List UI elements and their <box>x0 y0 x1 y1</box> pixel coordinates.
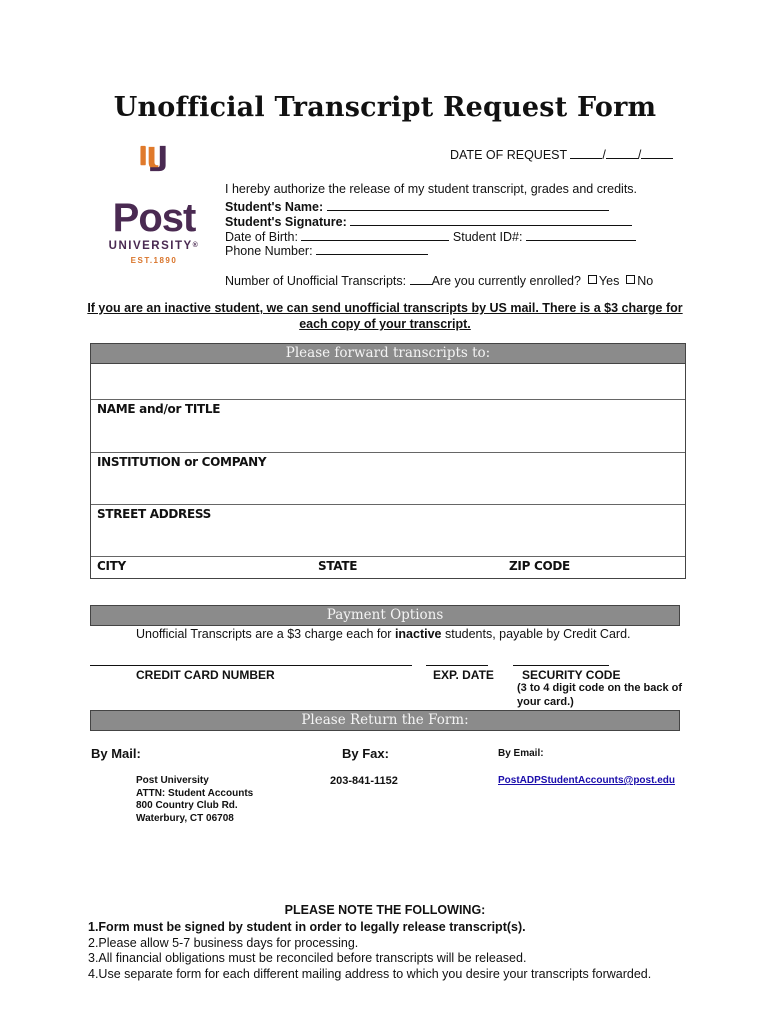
note-item: 4.Use separate form for each different mailing address to which you desire your transcripts forwarded. <box>88 966 652 981</box>
state-label: STATE <box>318 559 358 573</box>
date-year-field[interactable] <box>641 146 673 159</box>
email-link[interactable]: PostADPStudentAccounts@post.edu <box>498 775 675 786</box>
phone-row: Phone Number: <box>225 242 428 258</box>
transcripts-row: Number of Unofficial Transcripts: Are you currently enrolled? Yes No <box>225 274 654 288</box>
inactive-student-notice: If you are an inactive student, we can send unofficial transcripts by US mail. There is a $3 charge for each copy of your transcript. <box>87 301 683 331</box>
student-signature-field[interactable] <box>350 213 632 226</box>
security-code-field[interactable] <box>513 665 609 666</box>
student-name-row: Student's Name: <box>225 198 609 214</box>
payment-section-header: Payment Options <box>90 605 680 626</box>
institution-label: INSTITUTION or COMPANY <box>97 455 267 469</box>
city-label: CITY <box>97 559 126 573</box>
address-line: Post University <box>136 775 209 786</box>
credit-card-number-label: CREDIT CARD NUMBER <box>136 668 275 682</box>
authorization-statement: I hereby authorize the release of my student transcript, grades and credits. <box>225 182 638 196</box>
notes-list <box>88 920 651 982</box>
date-day-field[interactable] <box>606 146 638 159</box>
street-address-label: STREET ADDRESS <box>97 507 212 521</box>
post-university-logo <box>98 144 210 204</box>
student-signature-row: Student's Signature: <box>225 213 632 229</box>
address-line: 800 Country Club Rd. <box>136 800 238 811</box>
by-email-label: By Email: <box>498 748 544 759</box>
logo-established: EST.1890 <box>130 256 178 265</box>
payment-description: Unofficial Transcripts are a $3 charge each for inactive students, payable by Credit Card. <box>136 627 631 641</box>
note-item: 1.Form must be signed by student in order to legally release transcript(s). <box>88 920 526 934</box>
logo-wordmark: Post <box>112 196 196 240</box>
date-month-field[interactable] <box>570 146 602 159</box>
dob-field[interactable] <box>301 228 449 241</box>
credit-card-number-field[interactable] <box>90 665 412 666</box>
student-id-field[interactable] <box>526 228 636 241</box>
by-mail-label: By Mail: <box>91 746 141 761</box>
forward-section-header: Please forward transcripts to: <box>90 343 686 364</box>
logo-mark-icon <box>140 146 165 171</box>
name-title-label: NAME and/or TITLE <box>97 402 221 416</box>
by-fax-label: By Fax: <box>342 746 389 761</box>
security-code-label: SECURITY CODE <box>522 668 621 682</box>
num-transcripts-field[interactable] <box>410 272 432 285</box>
divider <box>91 399 685 400</box>
note-item: 3.All financial obligations must be reconciled before transcripts will be released. <box>88 951 527 965</box>
notes-heading: PLEASE NOTE THE FOLLOWING: <box>284 903 486 917</box>
phone-field[interactable] <box>316 242 428 255</box>
mailing-address <box>136 775 253 825</box>
security-code-note: (3 to 4 digit code on the back of your card.) <box>517 682 683 708</box>
date-of-request: DATE OF REQUEST / / <box>450 146 673 162</box>
divider <box>91 556 685 557</box>
recipient-top-field[interactable] <box>92 365 682 398</box>
enrolled-no-checkbox[interactable] <box>626 275 635 284</box>
exp-date-label: EXP. DATE <box>433 668 494 682</box>
note-item: 2.Please allow 5-7 business days for processing. <box>88 935 359 950</box>
page-title: Unofficial Transcript Request Form <box>113 92 657 123</box>
fax-number: 203-841-1152 <box>330 775 398 787</box>
email-link-wrap <box>498 775 675 786</box>
enrolled-yes-checkbox[interactable] <box>588 275 597 284</box>
dob-row: Date of Birth: Student ID#: <box>225 228 636 244</box>
exp-date-field[interactable] <box>426 665 488 666</box>
address-line: ATTN: Student Accounts <box>136 787 254 799</box>
address-line: Waterbury, CT 06708 <box>136 812 234 824</box>
date-label: DATE OF REQUEST <box>450 148 567 162</box>
divider <box>91 452 685 453</box>
student-name-field[interactable] <box>327 198 609 211</box>
logo-university: UNIVERSITY® <box>108 240 200 252</box>
return-section-header: Please Return the Form: <box>90 710 680 731</box>
zip-code-label: ZIP CODE <box>509 559 570 573</box>
divider <box>91 504 685 505</box>
